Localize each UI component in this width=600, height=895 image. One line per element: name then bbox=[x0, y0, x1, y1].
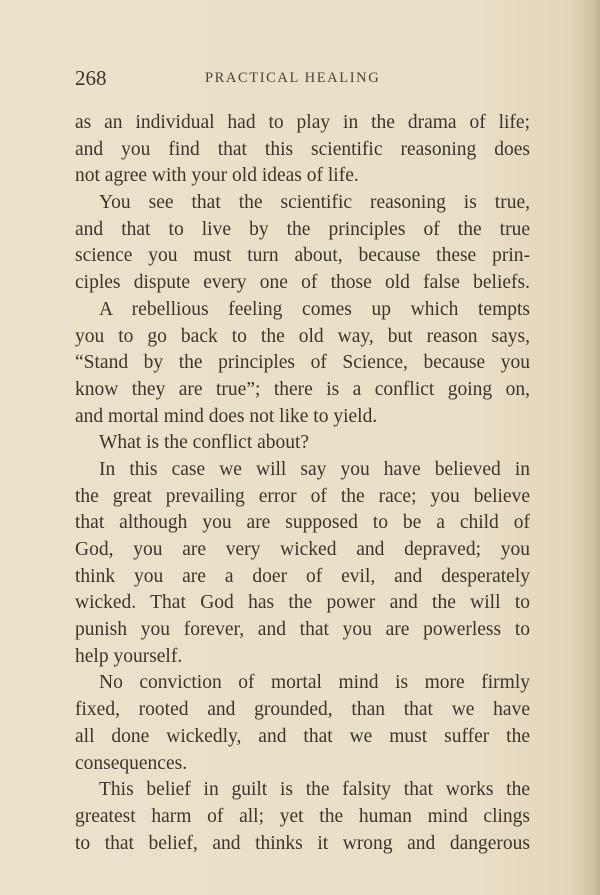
running-title: PRACTICAL HEALING bbox=[205, 70, 381, 86]
text-line: all done wickedly, and that we must suffer the bbox=[75, 725, 530, 747]
text-line: In this case we will say you have believed in bbox=[99, 458, 530, 480]
text-line: not agree with your old ideas of life. bbox=[75, 165, 359, 187]
text-line: that although you are supposed to be a child of bbox=[75, 512, 530, 534]
text-line: fixed, rooted and grounded, than that we have bbox=[75, 699, 530, 721]
body-text bbox=[75, 110, 530, 857]
text-line: you to go back to the old way, but reason says, bbox=[75, 325, 530, 347]
page-number: 268 bbox=[75, 66, 107, 90]
text-line: ciples dispute every one of those old false beliefs. bbox=[75, 272, 530, 294]
text-line: think you are a doer of evil, and desperately bbox=[75, 565, 530, 587]
text-line: wicked. That God has the power and the will to bbox=[75, 592, 530, 614]
text-line: to that belief, and thinks it wrong and dangerous bbox=[75, 832, 530, 854]
text-line: as an individual had to play in the drama of life; bbox=[75, 112, 530, 133]
text-line: This belief in guilt is the falsity that works the bbox=[99, 779, 530, 801]
text-line: You see that the scientific reasoning is true, bbox=[99, 192, 530, 214]
text-line: the great prevailing error of the race; you believe bbox=[75, 485, 530, 507]
text-line: greatest harm of all; yet the human mind clings bbox=[75, 805, 530, 827]
text-line: and you find that this scientific reasoning does bbox=[75, 138, 530, 160]
text-line: and that to live by the principles of the true bbox=[75, 218, 530, 240]
text-line: “Stand by the principles of Science, because you bbox=[75, 352, 530, 374]
text-line: No conviction of mortal mind is more firmly bbox=[99, 672, 530, 694]
page-header bbox=[75, 66, 530, 94]
text-line: science you must turn about, because these prin- bbox=[75, 245, 530, 267]
text-line: help yourself. bbox=[75, 645, 183, 667]
text-line: consequences. bbox=[75, 752, 188, 774]
text-line: A rebellious feeling comes up which tempts bbox=[99, 298, 530, 320]
text-line: God, you are very wicked and depraved; you bbox=[75, 539, 530, 560]
text-line: know they are true”; there is a conflict going on, bbox=[75, 378, 530, 400]
text-line: punish you forever, and that you are powerless to bbox=[75, 619, 530, 641]
text-line: What is the conflict about? bbox=[99, 432, 310, 454]
text-line: and mortal mind does not like to yield. bbox=[75, 405, 378, 427]
